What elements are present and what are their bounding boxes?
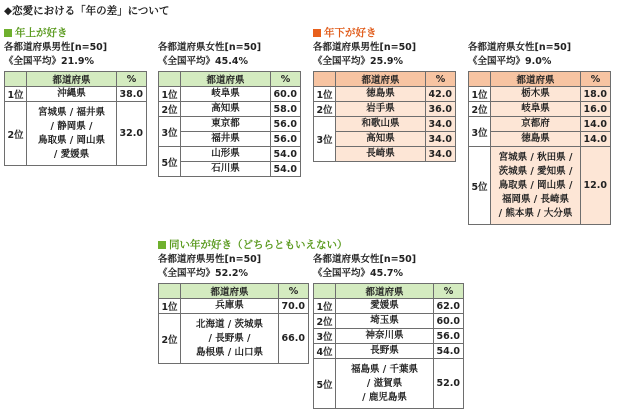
percent-cell: 54.0 <box>434 344 464 359</box>
section-younger <box>313 25 377 40</box>
prefecture-cell <box>491 117 581 132</box>
table-row <box>469 132 611 147</box>
prefecture-name: 栃木県 <box>521 88 550 99</box>
page-title: ◆恋愛における「年の差」について <box>4 5 170 17</box>
prefecture-name: 茨城県 / 愛知県 / <box>498 165 573 177</box>
percent-cell: 54.0 <box>271 147 301 162</box>
table-row <box>314 117 456 132</box>
prefecture-name: 和歌山県 <box>361 118 400 129</box>
table-row <box>159 147 301 162</box>
prefecture-cell <box>491 147 581 225</box>
group-label: 各都道府県女性[n=50] <box>158 42 262 53</box>
prefecture-cell <box>27 102 117 166</box>
percent-cell: 56.0 <box>434 329 464 344</box>
header-prefecture: 都道府県 <box>27 72 117 87</box>
rank-cell: 2位 <box>314 102 336 117</box>
national-average: 《全国平均》45.7% <box>313 268 403 279</box>
table-row <box>159 132 301 147</box>
header-percent: % <box>271 72 301 87</box>
percent-cell: 54.0 <box>271 162 301 177</box>
prefecture-cell <box>491 87 581 102</box>
prefecture-name: 岐阜県 <box>521 103 550 114</box>
group-label: 各都道府県男性[n=50] <box>158 254 262 265</box>
ranking-younger-female <box>468 41 611 225</box>
section-label: 年上が好き <box>15 27 68 39</box>
percent-cell: 38.0 <box>117 87 147 102</box>
prefecture-cell <box>336 359 434 409</box>
rank-cell: 1位 <box>159 299 181 314</box>
prefecture-cell <box>181 132 271 147</box>
prefecture-name: / 滋賀県 <box>366 377 403 389</box>
prefecture-name: 京都府 <box>521 118 550 129</box>
percent-cell: 16.0 <box>581 102 611 117</box>
header-prefecture: 都道府県 <box>336 284 434 299</box>
prefecture-name: / 長野県 / <box>208 332 251 344</box>
prefecture-name: 長野県 <box>370 345 399 356</box>
prefecture-cell <box>181 102 271 117</box>
header-prefecture: 都道府県 <box>336 72 426 87</box>
prefecture-cell <box>336 102 426 117</box>
table-row <box>314 87 456 102</box>
prefecture-name: 愛媛県 <box>370 300 399 311</box>
table-row <box>469 147 611 225</box>
rank-cell: 2位 <box>314 314 336 329</box>
ranking-same-female <box>313 253 464 409</box>
prefecture-cell <box>336 329 434 344</box>
prefecture-name: 埼玉県 <box>370 315 399 326</box>
header-percent: % <box>426 72 456 87</box>
prefecture-name: 宮城県 / 福井県 <box>37 106 106 118</box>
rank-cell: 2位 <box>5 102 27 166</box>
percent-cell: 14.0 <box>581 117 611 132</box>
percent-cell: 34.0 <box>426 147 456 162</box>
percent-cell: 60.0 <box>271 87 301 102</box>
rank-cell: 1位 <box>469 87 491 102</box>
prefecture-name: 長崎県 <box>366 148 395 159</box>
header-prefecture: 都道府県 <box>491 72 581 87</box>
percent-cell: 60.0 <box>434 314 464 329</box>
table-row <box>159 102 301 117</box>
rank-cell: 5位 <box>469 147 491 225</box>
prefecture-cell <box>336 87 426 102</box>
header-percent: % <box>117 72 147 87</box>
prefecture-name: 東京都 <box>211 118 240 129</box>
rank-cell: 1位 <box>314 87 336 102</box>
prefecture-cell <box>181 87 271 102</box>
rank-cell: 5位 <box>159 147 181 177</box>
prefecture-cell <box>181 314 279 364</box>
square-icon <box>158 241 166 249</box>
table-row <box>314 132 456 147</box>
prefecture-name: 兵庫県 <box>215 300 244 311</box>
prefecture-name: 鳥取県 / 岡山県 <box>37 134 106 146</box>
square-icon <box>4 29 12 37</box>
square-icon <box>313 29 321 37</box>
percent-cell: 14.0 <box>581 132 611 147</box>
prefecture-cell <box>27 87 117 102</box>
table-row <box>314 299 464 314</box>
prefecture-cell <box>181 162 271 177</box>
national-average: 《全国平均》45.4% <box>158 56 248 67</box>
rank-cell: 4位 <box>314 344 336 359</box>
header-percent: % <box>434 284 464 299</box>
ranking-older-female <box>158 41 301 177</box>
ranking-same-male <box>158 253 309 364</box>
table-row <box>469 102 611 117</box>
table-row <box>159 162 301 177</box>
percent-cell: 12.0 <box>581 147 611 225</box>
prefecture-name: 福井県 <box>211 133 240 144</box>
table-row <box>314 344 464 359</box>
percent-cell: 32.0 <box>117 102 147 166</box>
rank-cell: 3位 <box>159 117 181 147</box>
prefecture-name: 石川県 <box>211 163 240 174</box>
national-average: 《全国平均》25.9% <box>313 56 403 67</box>
prefecture-name: 岐阜県 <box>211 88 240 99</box>
prefecture-name: 徳島県 <box>366 88 395 99</box>
prefecture-name: 徳島県 <box>521 133 550 144</box>
ranking-table <box>158 71 301 177</box>
ranking-table <box>468 71 611 225</box>
percent-cell: 66.0 <box>279 314 309 364</box>
rank-cell: 5位 <box>314 359 336 409</box>
group-label: 各都道府県女性[n=50] <box>313 254 417 265</box>
table-row <box>159 299 309 314</box>
percent-cell: 18.0 <box>581 87 611 102</box>
rank-cell: 2位 <box>469 102 491 117</box>
ranking-table <box>313 71 456 162</box>
rank-cell: 2位 <box>159 102 181 117</box>
prefecture-name: 鳥取県 / 岡山県 / <box>498 179 573 191</box>
prefecture-name: / 鹿児島県 <box>362 391 407 403</box>
section-label: 同い年が好き（どちらともいえない） <box>169 239 348 251</box>
group-label: 各都道府県女性[n=50] <box>468 42 572 53</box>
prefecture-cell <box>336 314 434 329</box>
prefecture-name: / 熊本県 / 大分県 <box>498 207 573 219</box>
rank-cell: 3位 <box>314 329 336 344</box>
ranking-table <box>313 283 464 409</box>
section-same <box>158 237 348 252</box>
table-row <box>314 314 464 329</box>
prefecture-name: 北海道 / 茨城県 <box>195 318 264 330</box>
percent-cell: 58.0 <box>271 102 301 117</box>
group-label: 各都道府県男性[n=50] <box>313 42 417 53</box>
prefecture-name: 島根県 / 山口県 <box>195 346 264 358</box>
prefecture-name: 高知県 <box>366 133 395 144</box>
table-row <box>314 329 464 344</box>
prefecture-cell <box>336 117 426 132</box>
prefecture-cell <box>181 299 279 314</box>
table-row <box>159 314 309 364</box>
prefecture-cell <box>336 147 426 162</box>
group-label: 各都道府県男性[n=50] <box>4 42 108 53</box>
ranking-younger-male <box>313 41 456 162</box>
prefecture-name: 山形県 <box>211 148 240 159</box>
prefecture-cell <box>491 102 581 117</box>
table-row <box>159 117 301 132</box>
national-average: 《全国平均》21.9% <box>4 56 94 67</box>
prefecture-cell <box>336 344 434 359</box>
prefecture-cell <box>491 132 581 147</box>
prefecture-name: / 静岡県 / <box>50 120 93 132</box>
table-row <box>469 87 611 102</box>
prefecture-cell <box>181 147 271 162</box>
ranking-table <box>4 71 147 166</box>
section-older <box>4 25 68 40</box>
percent-cell: 36.0 <box>426 102 456 117</box>
prefecture-name: 岩手県 <box>366 103 395 114</box>
table-row <box>314 359 464 409</box>
national-average: 《全国平均》9.0% <box>468 56 552 67</box>
prefecture-name: 福岡県 / 長崎県 <box>501 193 570 205</box>
table-row <box>5 87 147 102</box>
rank-cell: 3位 <box>314 117 336 162</box>
header-prefecture: 都道府県 <box>181 72 271 87</box>
percent-cell: 70.0 <box>279 299 309 314</box>
ranking-table <box>158 283 309 364</box>
prefecture-name: 宮城県 / 秋田県 / <box>498 151 573 163</box>
table-row <box>159 87 301 102</box>
percent-cell: 56.0 <box>271 132 301 147</box>
rank-cell: 2位 <box>159 314 181 364</box>
table-row <box>314 147 456 162</box>
header-percent: % <box>279 284 309 299</box>
ranking-older-male <box>4 41 147 166</box>
prefecture-name: 神奈川県 <box>365 330 404 341</box>
percent-cell: 62.0 <box>434 299 464 314</box>
rank-cell: 1位 <box>159 87 181 102</box>
percent-cell: 34.0 <box>426 132 456 147</box>
prefecture-cell <box>181 117 271 132</box>
prefecture-name: 福島県 / 千葉県 <box>350 363 419 375</box>
table-row <box>5 102 147 166</box>
prefecture-name: 高知県 <box>211 103 240 114</box>
percent-cell: 42.0 <box>426 87 456 102</box>
header-prefecture: 都道府県 <box>181 284 279 299</box>
section-label: 年下が好き <box>324 27 377 39</box>
percent-cell: 34.0 <box>426 117 456 132</box>
prefecture-name: / 愛媛県 <box>53 148 90 160</box>
header-percent: % <box>581 72 611 87</box>
prefecture-cell <box>336 299 434 314</box>
percent-cell: 56.0 <box>271 117 301 132</box>
prefecture-cell <box>336 132 426 147</box>
table-row <box>469 117 611 132</box>
percent-cell: 52.0 <box>434 359 464 409</box>
rank-cell: 1位 <box>5 87 27 102</box>
rank-cell: 1位 <box>314 299 336 314</box>
table-row <box>314 102 456 117</box>
national-average: 《全国平均》52.2% <box>158 268 248 279</box>
rank-cell: 3位 <box>469 117 491 147</box>
prefecture-name: 沖縄県 <box>57 88 86 99</box>
